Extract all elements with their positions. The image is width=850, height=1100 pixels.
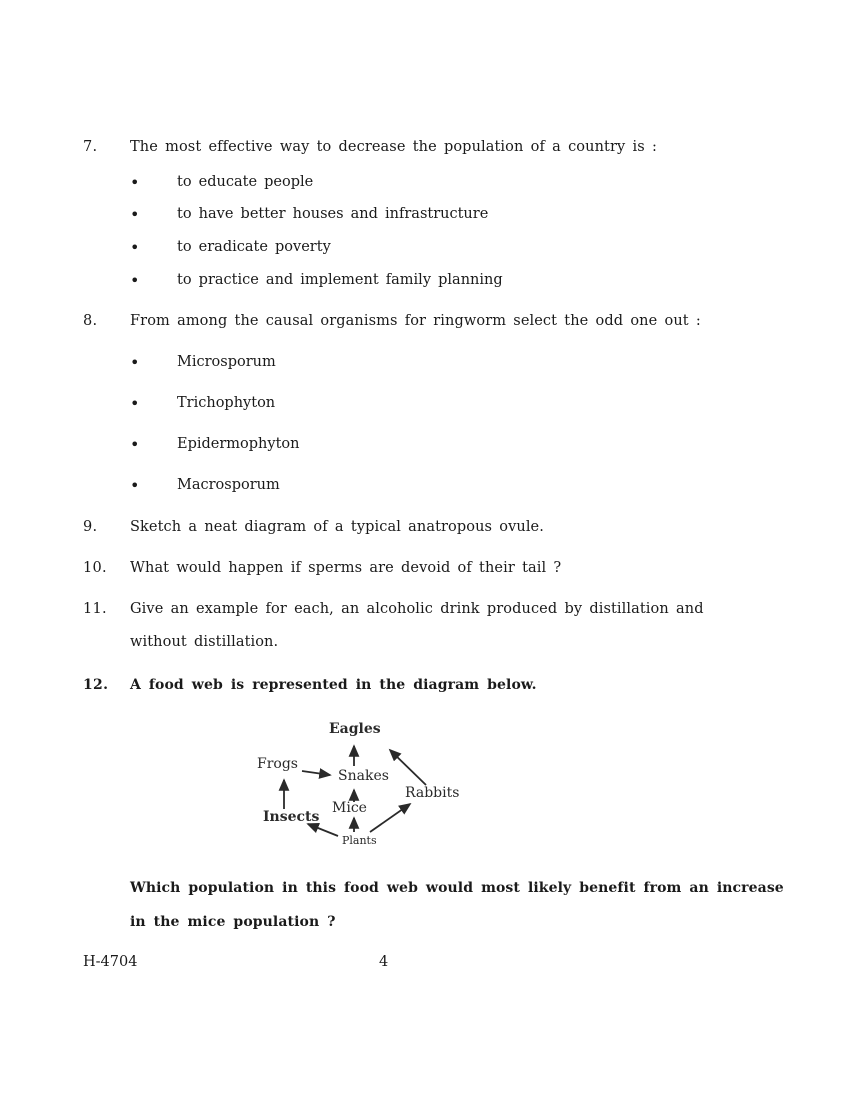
- arrow-plants-to-rabbits: [370, 804, 410, 832]
- node-frogs: Frogs: [257, 756, 298, 772]
- question-number: 9.: [83, 519, 98, 535]
- option: Microsporum: [177, 354, 276, 370]
- page-number: 4: [379, 954, 389, 970]
- option: Trichophyton: [177, 395, 276, 411]
- node-rabbits: Rabbits: [405, 785, 460, 801]
- option: Epidermophyton: [177, 436, 300, 452]
- bullet-icon: •: [130, 173, 140, 192]
- question-number: 12.: [83, 677, 109, 693]
- question-text-line-1: Give an example for each, an alcoholic drink produced by distillation and: [130, 601, 704, 617]
- question-prompt-line-1: Which population in this food web would most likely benefit from an increase: [130, 880, 784, 896]
- option: to have better houses and infrastructure: [177, 206, 489, 222]
- bullet-icon: •: [130, 476, 140, 495]
- node-insects: Insects: [263, 809, 320, 825]
- bullet-icon: •: [130, 353, 140, 372]
- node-snakes: Snakes: [338, 768, 389, 784]
- node-mice: Mice: [332, 800, 367, 816]
- bullet-icon: •: [130, 394, 140, 413]
- node-plants: Plants: [342, 834, 377, 847]
- node-eagles: Eagles: [329, 721, 381, 737]
- question-text: What would happen if sperms are devoid of their tail ?: [130, 560, 562, 576]
- question-number: 10.: [83, 560, 107, 576]
- option: Macrosporum: [177, 477, 280, 493]
- bullet-icon: •: [130, 271, 140, 290]
- question-number: 7.: [83, 139, 98, 155]
- question-text: A food web is represented in the diagram below.: [130, 677, 537, 693]
- bullet-icon: •: [130, 238, 140, 257]
- bullet-icon: •: [130, 435, 140, 454]
- bullet-icon: •: [130, 205, 140, 224]
- question-text: Sketch a neat diagram of a typical anatropous ovule.: [130, 519, 544, 535]
- question-number: 8.: [83, 313, 98, 329]
- question-text-line-2: without distillation.: [130, 634, 279, 650]
- arrow-frogs-to-snakes: [302, 771, 330, 775]
- question-number: 11.: [83, 601, 107, 617]
- arrow-rabbits-to-eagles: [390, 750, 426, 785]
- question-prompt-line-2: in the mice population ?: [130, 914, 336, 930]
- question-text: The most effective way to decrease the population of a country is :: [130, 139, 657, 155]
- paper-code: H-4704: [83, 954, 138, 970]
- option: to practice and implement family planning: [177, 272, 503, 288]
- question-text: From among the causal organisms for ringworm select the odd one out :: [130, 313, 701, 329]
- option: to educate people: [177, 174, 314, 190]
- food-web-diagram: [250, 712, 480, 862]
- arrow-plants-to-insects: [308, 824, 338, 836]
- option: to eradicate poverty: [177, 239, 331, 255]
